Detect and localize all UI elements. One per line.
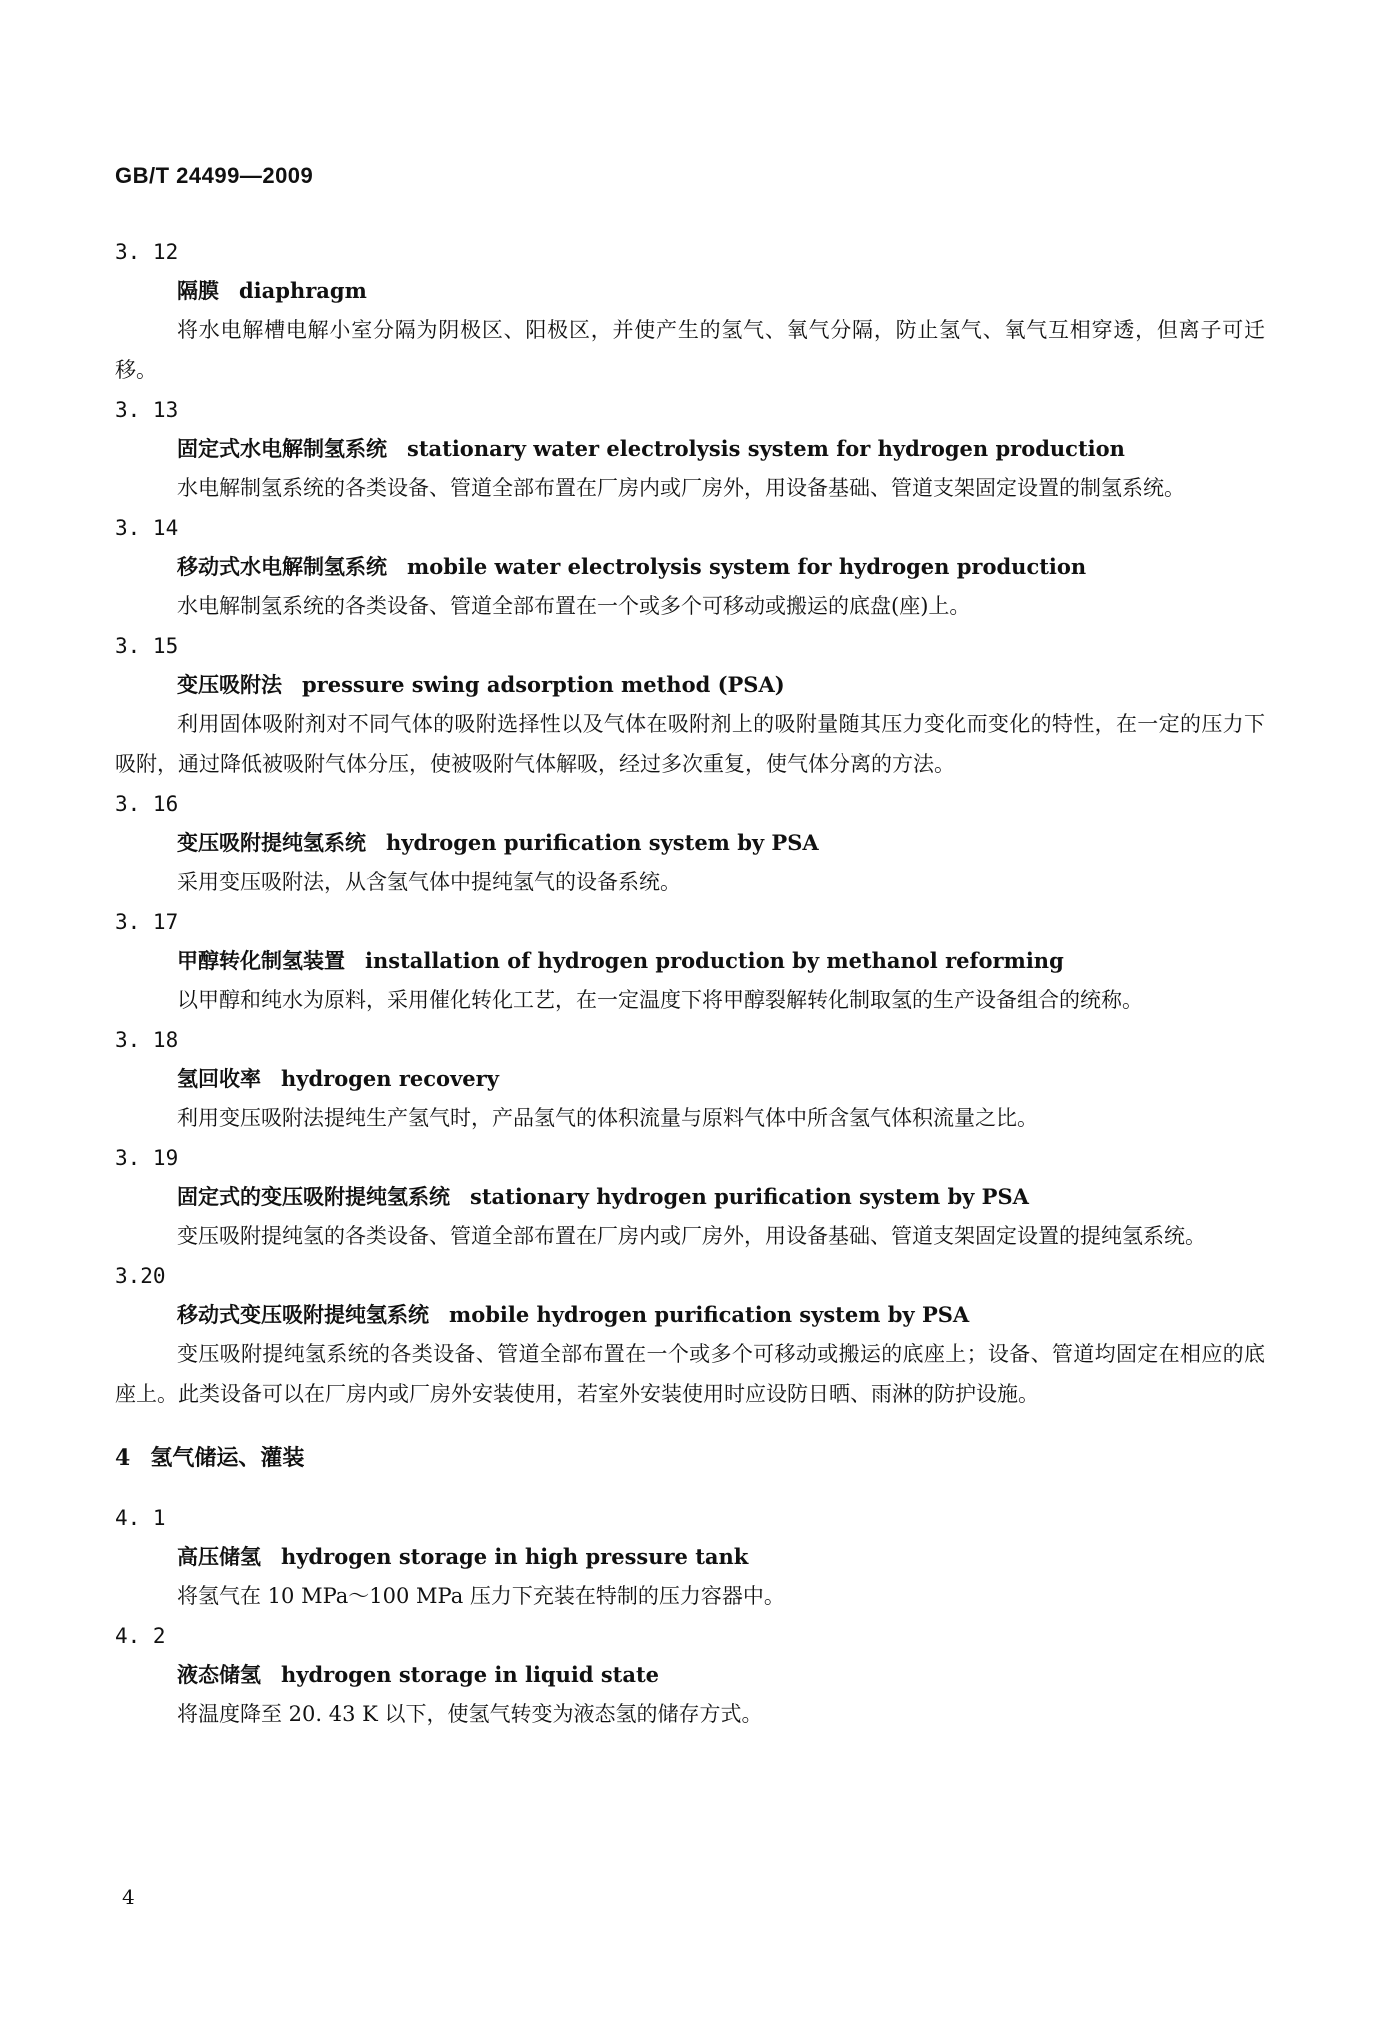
clause-number: 3. 17 — [115, 910, 179, 934]
clause-number: 3.20 — [115, 1264, 166, 1288]
clause-number: 3. 18 — [115, 1028, 179, 1052]
term-definition: 将氢气在 10 MPa～100 MPa 压力下充装在特制的压力容器中。 — [177, 1584, 785, 1608]
term-line — [115, 1538, 1265, 1576]
term-definition: 将温度降至 20. 43 K 以下，使氢气转变为液态氢的储存方式。 — [177, 1702, 763, 1726]
term-entry — [115, 1020, 1265, 1138]
term-chinese: 变压吸附法 — [177, 672, 282, 697]
content-body — [115, 232, 1265, 1734]
term-entry — [115, 232, 1265, 390]
clause-number: 3. 12 — [115, 240, 179, 264]
term-chinese: 移动式水电解制氢系统 — [177, 554, 387, 579]
term-chinese: 固定式的变压吸附提纯氢系统 — [177, 1184, 450, 1209]
entries-group-3 — [115, 232, 1265, 1414]
term-line — [115, 1060, 1265, 1098]
clause-number: 4. 2 — [115, 1624, 166, 1648]
term-chinese: 隔膜 — [177, 278, 219, 303]
term-line — [115, 1296, 1265, 1334]
term-entry — [115, 626, 1265, 784]
term-definition: 水电解制氢系统的各类设备、管道全部布置在厂房内或厂房外，用设备基础、管道支架固定设置的制氢系统。 — [177, 476, 1185, 500]
term-english: hydrogen recovery — [281, 1066, 499, 1091]
term-definition: 采用变压吸附法，从含氢气体中提纯氢气的设备系统。 — [177, 870, 681, 894]
clause-number: 3. 13 — [115, 398, 179, 422]
term-english: installation of hydrogen production by methanol reforming — [365, 948, 1064, 973]
term-line — [115, 1178, 1265, 1216]
page-number: 4 — [122, 1885, 135, 1909]
term-entry — [115, 1256, 1265, 1414]
term-definition: 将水电解槽电解小室分隔为阴极区、阳极区，并使产生的氢气、氧气分隔，防止氢气、氧气互相穿透，但离子可迁移。 — [115, 318, 1265, 382]
term-line — [115, 430, 1265, 468]
term-english: mobile water electrolysis system for hydrogen production — [407, 554, 1087, 579]
term-english: hydrogen storage in liquid state — [281, 1662, 660, 1687]
term-line — [115, 824, 1265, 862]
term-chinese: 移动式变压吸附提纯氢系统 — [177, 1302, 429, 1327]
term-line — [115, 942, 1265, 980]
term-entry — [115, 902, 1265, 1020]
term-definition: 以甲醇和纯水为原料，采用催化转化工艺，在一定温度下将甲醇裂解转化制取氢的生产设备组合的统称。 — [177, 988, 1143, 1012]
clause-number: 3. 19 — [115, 1146, 179, 1170]
term-definition: 利用固体吸附剂对不同气体的吸附选择性以及气体在吸附剂上的吸附量随其压力变化而变化的特性，在一定的压力下吸附，通过降低被吸附气体分压，使被吸附气体解吸，经过多次重复，使气体分离的方法。 — [115, 712, 1265, 776]
term-entry — [115, 1616, 1265, 1734]
term-english: diaphragm — [239, 278, 367, 303]
term-entry — [115, 1498, 1265, 1616]
term-chinese: 液态储氢 — [177, 1662, 261, 1687]
section-number: 4 — [115, 1445, 131, 1471]
term-entry — [115, 390, 1265, 508]
term-line — [115, 666, 1265, 704]
term-line — [115, 272, 1265, 310]
term-definition: 利用变压吸附法提纯生产氢气时，产品氢气的体积流量与原料气体中所含氢气体积流量之比。 — [177, 1106, 1038, 1130]
term-chinese: 甲醇转化制氢装置 — [177, 948, 345, 973]
clause-number: 3. 16 — [115, 792, 179, 816]
term-line — [115, 1656, 1265, 1694]
term-chinese: 固定式水电解制氢系统 — [177, 436, 387, 461]
term-line — [115, 548, 1265, 586]
section-heading — [115, 1438, 1265, 1478]
term-english: hydrogen storage in high pressure tank — [281, 1544, 749, 1569]
term-chinese: 氢回收率 — [177, 1066, 261, 1091]
term-definition: 变压吸附提纯氢系统的各类设备、管道全部布置在一个或多个可移动或搬运的底座上；设备、管道均固定在相应的底座上。此类设备可以在厂房内或厂房外安装使用，若室外安装使用时应设防日晒、雨淋的防护设施。 — [115, 1342, 1265, 1406]
clause-number: 3. 15 — [115, 634, 179, 658]
term-english: stationary hydrogen purification system by PSA — [470, 1184, 1029, 1209]
term-entry — [115, 784, 1265, 902]
clause-number: 4. 1 — [115, 1506, 166, 1530]
term-chinese: 变压吸附提纯氢系统 — [177, 830, 366, 855]
section-title: 氢气储运、灌装 — [150, 1445, 305, 1471]
term-entry — [115, 508, 1265, 626]
entries-group-4 — [115, 1498, 1265, 1734]
standard-id-header: GB/T 24499—2009 — [115, 163, 314, 188]
term-english: mobile hydrogen purification system by PSA — [449, 1302, 970, 1327]
term-english: stationary water electrolysis system for hydrogen production — [407, 436, 1125, 461]
term-english: pressure swing adsorption method (PSA) — [302, 672, 785, 697]
term-chinese: 高压储氢 — [177, 1544, 261, 1569]
term-definition: 变压吸附提纯氢的各类设备、管道全部布置在厂房内或厂房外，用设备基础、管道支架固定设置的提纯氢系统。 — [177, 1224, 1206, 1248]
term-definition: 水电解制氢系统的各类设备、管道全部布置在一个或多个可移动或搬运的底盘(座)上。 — [177, 594, 971, 618]
term-entry — [115, 1138, 1265, 1256]
term-english: hydrogen purification system by PSA — [386, 830, 819, 855]
clause-number: 3. 14 — [115, 516, 179, 540]
